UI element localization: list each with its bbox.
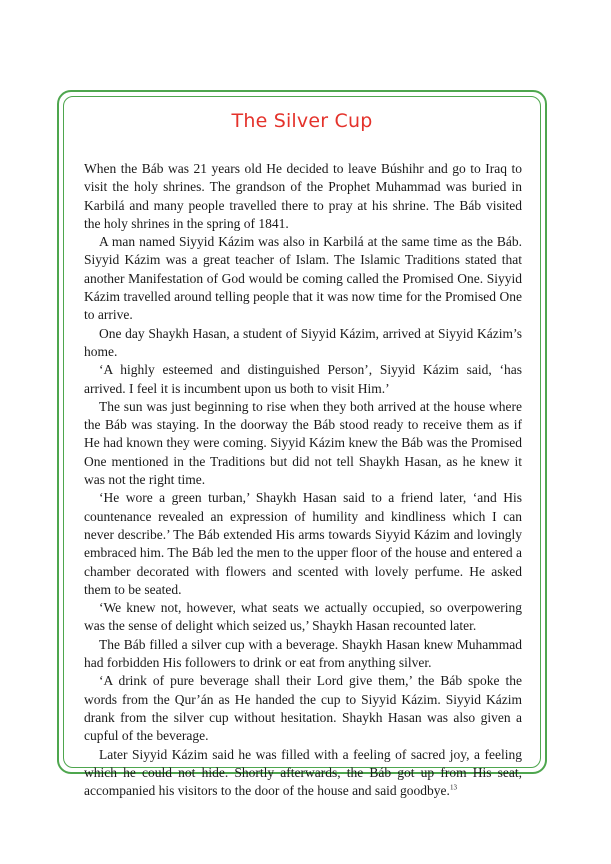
paragraph-last bbox=[84, 746, 522, 801]
paragraph: ‘A highly esteemed and distinguished Person’, Siyyid Kázim said, ‘has arrived. I feel it is incumbent upon us both to visit Him.’ bbox=[84, 362, 522, 396]
paragraph: ‘We knew not, however, what seats we actually occupied, so overpowering was the sense of delight which seized us,’ Shaykh Hasan recounted later. bbox=[84, 600, 522, 634]
paragraph: The Báb filled a silver cup with a beverage. Shaykh Hasan knew Muhammad had forbidden His followers to drink or eat from anything silver. bbox=[84, 636, 522, 671]
paragraph: The sun was just beginning to rise when they both arrived at the house where the Báb was staying. In the doorway the Báb stood ready to receive them as if He had known they were coming. Siyyid Kázim knew the Báb was the Promised One mentioned in the Traditions but did not tell Shaykh Hasan, as he knew it was not the right time. bbox=[84, 398, 522, 488]
page-title: The Silver Cup bbox=[231, 110, 373, 132]
paragraph: ‘He wore a green turban,’ Shaykh Hasan said to a friend later, ‘and His countenance revealed an expression of humility and kindliness which I can never describe.’ The Báb extended His arms towards Siyyid Kázim and lovingly embraced him. The Báb led the men to the upper floor of the house and entered a chamber decorated with flowers and scented with lovely perfume. He asked them to be seated. bbox=[84, 490, 522, 597]
paragraph: One day Shaykh Hasan, a student of Siyyid Kázim, arrived at Siyyid Kázim’s home. bbox=[84, 325, 522, 359]
paragraph: When the Báb was 21 years old He decided to leave Búshihr and go to Iraq to visit the holy shrines. The grandson of the Prophet Muhammad was buried in Karbilá and many people travelled there to pray at his shrine. The Báb visited the holy shrines in the spring of 1841. bbox=[84, 161, 522, 231]
paragraph: A man named Siyyid Kázim was also in Karbilá at the same time as the Báb. Siyyid Kázim was a great teacher of Islam. The Islamic Traditions stated that another Manifestation of God would be coming called the Promised One. Siyyid Kázim travelled around telling people that it was now time for the Promised One to arrive. bbox=[84, 234, 522, 323]
paragraph-text: Later Siyyid Kázim said he was filled with a feeling of sacred joy, a feeling which he could not hide. Shortly afterwards, the Báb got up from His seat, accompanied his visitors to the door of the house and said goodbye. bbox=[84, 746, 522, 799]
footnote-marker: 13 bbox=[449, 783, 457, 792]
paragraph: ‘A drink of pure beverage shall their Lord give them,’ the Báb spoke the words from the Qur’án as He handed the cup to Siyyid Kázim. Siyyid Kázim drank from the silver cup without hesitation. Shaykh Hasan was also given a cupful of the beverage. bbox=[84, 673, 522, 744]
story-body bbox=[84, 160, 522, 800]
